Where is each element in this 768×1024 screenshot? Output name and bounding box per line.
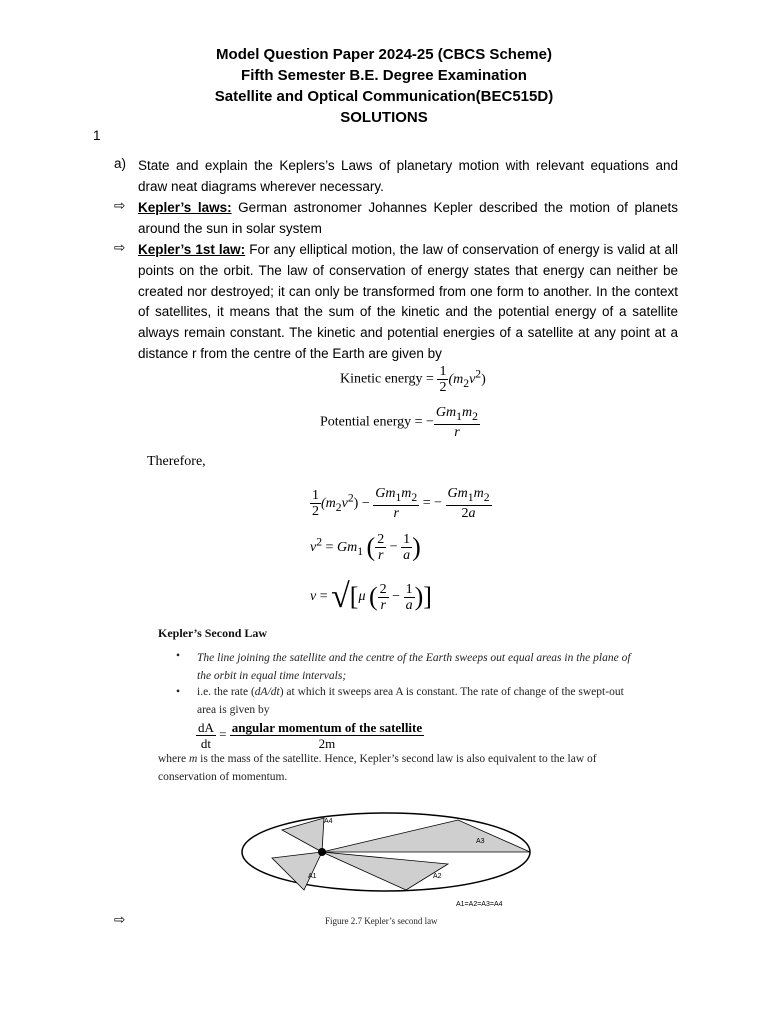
eq-rhs-numerator: angular momentum of the satellite — [231, 720, 423, 735]
kepler-laws-paragraph — [138, 198, 678, 240]
kepler-laws-text: German astronomer Johannes Kepler described the motion of planets around the sun in solar system — [138, 200, 678, 236]
label-a3: A3 — [476, 838, 485, 845]
bullet2-text-c: ) at which it sweeps area A is constant. The rate of change of the swept-out area is given by — [197, 686, 624, 716]
therefore-label: Therefore, — [147, 454, 206, 469]
kepler-laws-heading: Kepler’s laws: — [138, 200, 232, 215]
sector-a1 — [272, 852, 322, 890]
equal-areas-label: A1=A2=A3=A4 — [456, 901, 503, 908]
kinetic-energy-equation: Kinetic energy = $\frac{1}{2}$ $(m_2v^2)$ — [340, 364, 486, 395]
kinetic-energy-label: Kinetic energy = — [340, 371, 438, 387]
where-text-m: m — [188, 753, 198, 765]
velocity-squared-equation: $v^2 = Gm_1$ ( $\frac{2}{r}$ − $\frac{1}{a}$ ) — [310, 532, 421, 563]
arrow-bullet-icon: ⇨ — [114, 198, 126, 213]
potential-energy-label: Potential energy = − — [320, 414, 434, 430]
question-number: 1 — [93, 128, 101, 143]
kepler-second-law-conclusion — [158, 750, 633, 786]
bullet-dot: • — [176, 686, 181, 698]
label-a1: A1 — [308, 873, 317, 880]
question-text: State and explain the Keplers’s Laws of planetary motion with relevant equations and draw neat diagrams wherever necessary. — [138, 158, 678, 194]
kepler-first-law-paragraph — [138, 240, 678, 365]
kepler-second-law-title: Kepler’s Second Law — [158, 626, 268, 640]
kepler-first-law-text: For any elliptical motion, the law of conservation of energy is valid at all points on the orbit. The law of conservation of energy states that energy can neither be created nor destroyed; it can only be transformed from one form to another. In the context of satellites, it means that the sum of the kinetic and the potential energy of a satellite always remain constant. The kinetic and potential energies of a satellite at any point at a distance r from the centre of the Earth are given by — [138, 242, 678, 361]
where-text-b: is the mass of the satellite. Hence, Kepler’s second law is also equivalent to the law of conservation of momentum. — [158, 753, 597, 783]
paper-title: Model Question Paper 2024-25 (CBCS Scheme) — [216, 46, 552, 63]
kepler-first-law-heading: Kepler’s 1st law: — [138, 242, 246, 257]
arrow-bullet-icon: ⇨ — [114, 240, 126, 255]
arrow-bullet-icon: ⇨ — [114, 912, 126, 927]
bullet2-text-a: i.e. the rate ( — [197, 686, 255, 698]
earth-dot — [318, 848, 326, 856]
kepler-second-law-diagram — [238, 806, 538, 914]
figure-caption: Figure 2.7 Kepler’s second law — [325, 916, 438, 926]
subject-title: Satellite and Optical Communication(BEC515D) — [214, 88, 554, 105]
area-rate-equation: $\frac{dA}{dt}$ = $\frac{\text{angular momentum of the satellite}}{2m}$ — [198, 720, 423, 751]
sector-a2 — [322, 852, 448, 890]
kepler-second-law-bullet2 — [197, 683, 637, 719]
part-label: a) — [114, 156, 127, 171]
equation-fraction: $\frac{1}{2}$ — [439, 364, 447, 395]
velocity-equation: v = √[μ ( $\frac{2}{r}$ − $\frac{1}{a}$ )] — [310, 578, 432, 615]
solutions-heading: SOLUTIONS — [340, 109, 428, 126]
kepler-second-law-bullet1 — [197, 649, 637, 685]
label-a4: A4 — [324, 818, 333, 825]
energy-balance-equation: $\frac{1}{2}$ $(m_2v^2)$ − $\frac{Gm_1m_2}{r}$ = − $\frac{Gm_1m_2}{2a}$ — [312, 486, 490, 521]
where-text-a: where — [158, 753, 189, 765]
eq-rhs-denominator: 2m — [318, 736, 336, 751]
bullet2-text-b: dA/dt — [254, 686, 280, 698]
sector-a3 — [322, 820, 530, 852]
potential-energy-equation — [320, 405, 480, 440]
bullet1-text: The line joining the satellite and the centre of the Earth sweeps out equal areas in the plane of the orbit in equal time intervals; — [197, 652, 631, 682]
label-a2: A2 — [433, 873, 442, 880]
eq-denominator: dt — [200, 736, 211, 751]
eq-numerator: dA — [198, 720, 214, 735]
bullet-dot: • — [176, 650, 181, 662]
exam-title: Fifth Semester B.E. Degree Examination — [241, 67, 527, 84]
equation-fraction: $\frac{Gm_1m_2}{r}$ — [435, 405, 478, 440]
